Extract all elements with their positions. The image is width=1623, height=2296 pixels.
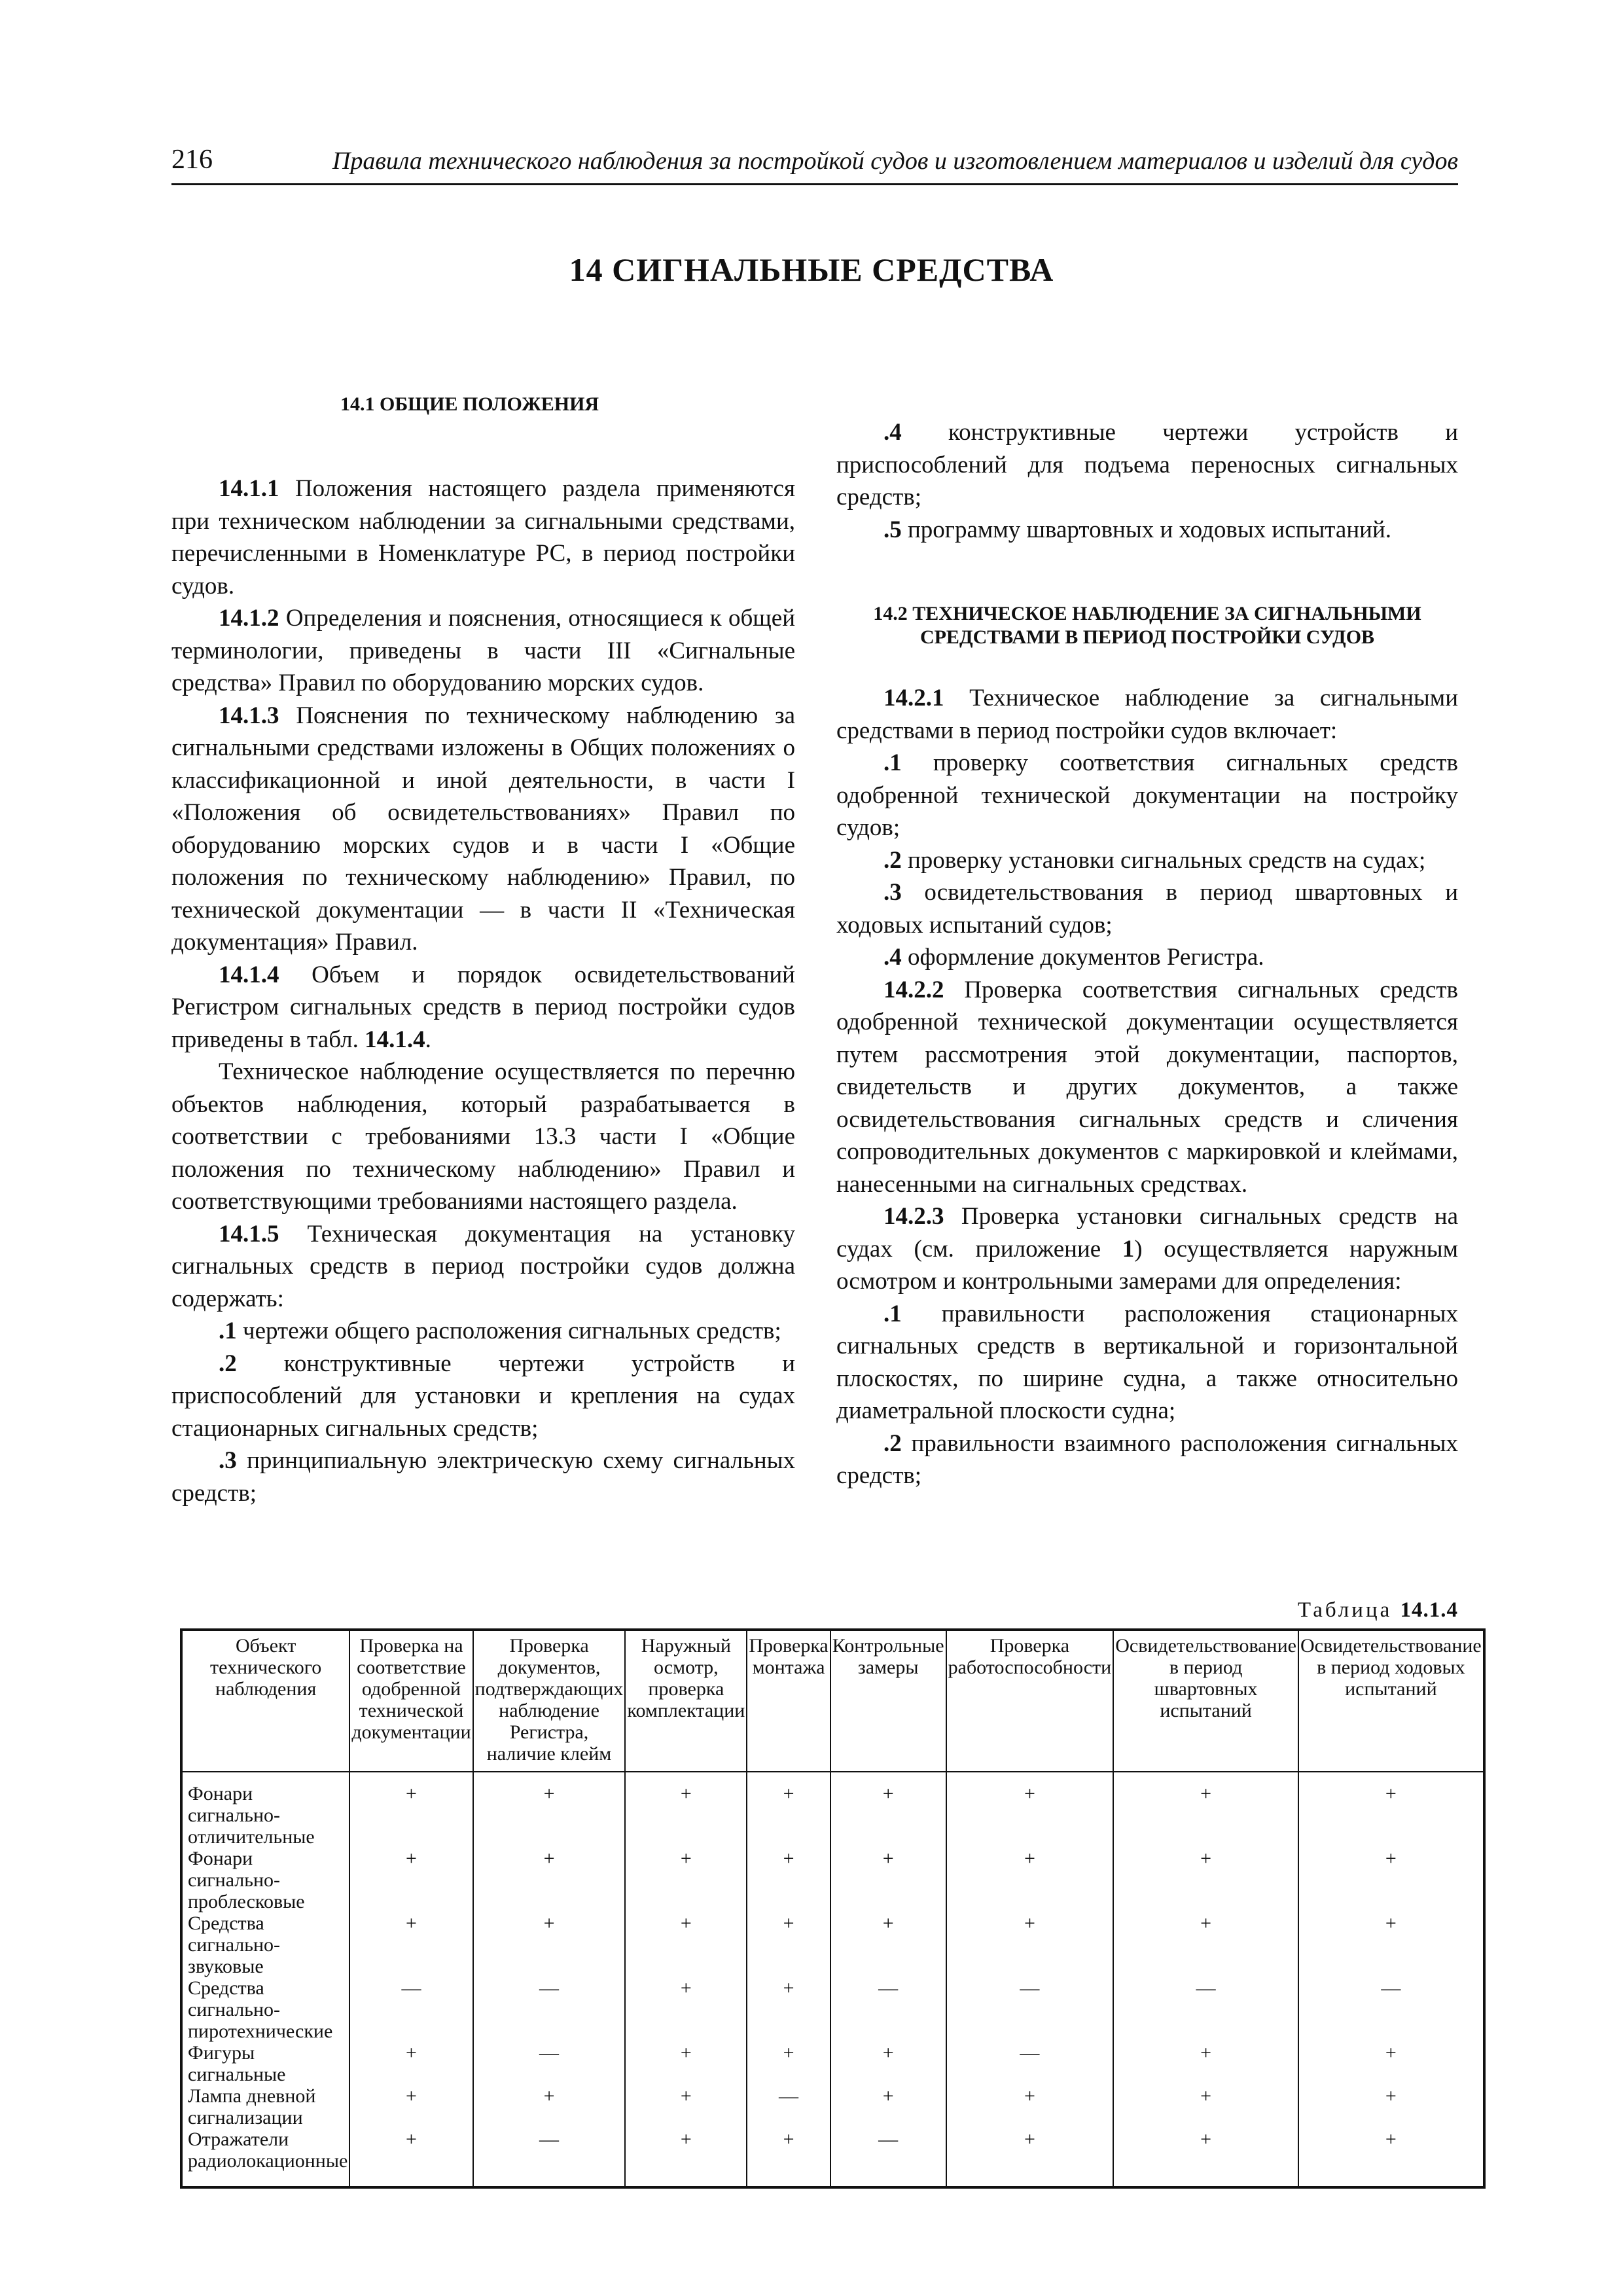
- row-label: Лампа дневной сигнализации: [181, 2085, 349, 2128]
- table-cell: +: [747, 1772, 830, 1848]
- table-cell: +: [747, 1848, 830, 1912]
- column-header: Наружный осмотр, проверка комплектации: [625, 1630, 747, 1772]
- table-cell: +: [1298, 2042, 1484, 2085]
- row-label: Фонари сигнально-отличительные: [181, 1772, 349, 1848]
- table-cell: +: [1298, 1848, 1484, 1912]
- row-label: Фонари сигнально-проблесковые: [181, 1848, 349, 1912]
- table-cell: +: [625, 1912, 747, 1977]
- list-item: .4 оформление документов Регистра.: [883, 944, 1264, 971]
- table-cell: +: [625, 2042, 747, 2085]
- table-cell: —: [473, 1977, 626, 2042]
- table-cell: +: [1298, 1912, 1484, 1977]
- table-cell: +: [625, 1772, 747, 1848]
- table-cell: —: [473, 2128, 626, 2187]
- table-cell: +: [1298, 2085, 1484, 2128]
- table-cell: +: [473, 1912, 626, 1977]
- table-cell: +: [1113, 1772, 1298, 1848]
- table-cell: —: [1298, 1977, 1484, 2042]
- row-label: Фигуры сигнальные: [181, 2042, 349, 2085]
- column-header: Проверка монтажа: [747, 1630, 830, 1772]
- table-cell: —: [830, 2128, 946, 2187]
- table-cell: +: [473, 1772, 626, 1848]
- table-cell: —: [747, 2085, 830, 2128]
- table-cell: +: [830, 1772, 946, 1848]
- row-label: Отражатели радиолокационные: [181, 2128, 349, 2187]
- table-body: [181, 1772, 1484, 2187]
- table-cell: +: [625, 1977, 747, 2042]
- column-header: Объект технического наблюдения: [181, 1630, 349, 1772]
- row-label: Средства сигнально-звуковые: [181, 1912, 349, 1977]
- table-header-row: [181, 1630, 1484, 1772]
- table-cell: —: [349, 1977, 473, 2042]
- table-cell: —: [830, 1977, 946, 2042]
- section-14-1-title: 14.1 ОБЩИЕ ПОЛОЖЕНИЯ: [340, 393, 599, 415]
- inspection-table: [180, 1628, 1486, 2189]
- column-header: Проверка документов, подтверждающих наблюдение Регистра, наличие клейм: [473, 1630, 626, 1772]
- table-row: [181, 1848, 1484, 1912]
- list-item: .2 конструктивные чертежи устройств и приспособлений для установки и крепления на судах стационарных сигнальных средств;: [171, 1350, 795, 1442]
- table-cell: +: [349, 2085, 473, 2128]
- table-row: [181, 2128, 1484, 2187]
- table-cell: +: [473, 1848, 626, 1912]
- table-cell: +: [1113, 1912, 1298, 1977]
- column-header: Контрольные замеры: [830, 1630, 946, 1772]
- chapter-title: 14 СИГНАЛЬНЫЕ СРЕДСТВА: [569, 251, 1054, 288]
- list-item: .3 принципиальную электрическую схему сигнальных средств;: [171, 1447, 795, 1507]
- table-cell: +: [349, 1848, 473, 1912]
- paragraph-technical-supervision: Техническое наблюдение осуществляется по перечню объектов наблюдения, который разрабатывается в соответствии с требованиями 13.3 части I «Общие положения по техническому наблюдению» Правил и соответствующими требованиями настоящего раздела.: [171, 1058, 795, 1215]
- table-cell: +: [830, 1912, 946, 1977]
- running-header: [171, 143, 1458, 185]
- table-cell: —: [1113, 1977, 1298, 2042]
- table-row: [181, 1772, 1484, 1848]
- column-header: Освидетельствование в период ходовых испытаний: [1298, 1630, 1484, 1772]
- column-header: Проверка на соответствие одобренной технической документации: [349, 1630, 473, 1772]
- table-row: [181, 1912, 1484, 1977]
- table-cell: +: [1113, 2128, 1298, 2187]
- table-cell: +: [1298, 1772, 1484, 1848]
- table-cell: +: [349, 2128, 473, 2187]
- row-label: Средства сигнально-пиротехнические: [181, 1977, 349, 2042]
- paragraph-14-1-3: 14.1.3 Пояснения по техническому наблюдению за сигнальными средствами изложены в Общих положениях о классификационной и иной деятельности, в части I «Положения об освидетельствованиях» Правил по оборудованию морских судов и в части I «Общие положения по техническому наблюдению» Правил, по технической документации — в части II «Техническая документация» Правил.: [171, 702, 795, 956]
- table-cell: +: [1113, 2042, 1298, 2085]
- table-row: [181, 2042, 1484, 2085]
- column-header: Освидетельствование в период швартовных испытаний: [1113, 1630, 1298, 1772]
- table-cell: +: [946, 1772, 1114, 1848]
- table-cell: +: [946, 1848, 1114, 1912]
- paragraph-14-1-4: 14.1.4 Объем и порядок освидетельствований Регистром сигнальных средств в период постройки судов приведены в табл. 14.1.4.: [171, 961, 795, 1053]
- table-row: [181, 2085, 1484, 2128]
- table-cell: +: [473, 2085, 626, 2128]
- paragraph-14-1-1: 14.1.1 Положения настоящего раздела применяются при техническом наблюдении за сигнальными средствами, перечисленными в Номенклатуре РС, в период постройки судов.: [171, 475, 795, 600]
- table-cell: —: [946, 1977, 1114, 2042]
- table-cell: +: [349, 2042, 473, 2085]
- table-cell: +: [349, 1912, 473, 1977]
- table-cell: +: [747, 2128, 830, 2187]
- table-cell: —: [946, 2042, 1114, 2085]
- left-column: [171, 393, 795, 1509]
- table-cell: +: [747, 1977, 830, 2042]
- list-item: .2 правильности взаимного расположения сигнальных средств;: [836, 1429, 1458, 1489]
- list-item: .3 освидетельствования в период швартовных и ходовых испытаний судов;: [836, 879, 1458, 939]
- table-cell: +: [946, 2085, 1114, 2128]
- column-header: Проверка работоспособности: [946, 1630, 1114, 1772]
- paragraph-14-1-5: 14.1.5 Техническая документация на установку сигнальных средств в период постройки судов должна содержать:: [171, 1220, 795, 1312]
- table-cell: +: [1298, 2128, 1484, 2187]
- page-number: 216: [171, 145, 213, 175]
- table-caption: Таблица 14.1.4: [1297, 1598, 1458, 1622]
- table-cell: +: [1113, 2085, 1298, 2128]
- right-column: [836, 416, 1458, 1492]
- table-cell: +: [747, 1912, 830, 1977]
- table-cell: +: [946, 1912, 1114, 1977]
- paragraph-14-1-2: 14.1.2 Определения и пояснения, относящиеся к общей терминологии, приведены в части III «Сигнальные средства» Правил по оборудованию морских судов.: [171, 605, 795, 696]
- running-title: Правила технического наблюдения за постройкой судов и изготовлением материалов и изделий для судов: [332, 147, 1458, 175]
- table-cell: +: [349, 1772, 473, 1848]
- list-item: .1 проверку соответствия сигнальных средств одобренной технической документации на постройку судов;: [836, 749, 1458, 841]
- table-cell: +: [830, 2042, 946, 2085]
- list-item: .1 чертежи общего расположения сигнальных средств;: [219, 1318, 781, 1344]
- table-cell: +: [625, 2085, 747, 2128]
- list-item: .4 конструктивные чертежи устройств и приспособлений для подъема переносных сигнальных средств;: [836, 419, 1458, 511]
- table-cell: +: [830, 2085, 946, 2128]
- table-cell: +: [625, 2128, 747, 2187]
- table-cell: +: [830, 1848, 946, 1912]
- table-cell: —: [473, 2042, 626, 2085]
- list-item: .1 правильности расположения стационарных сигнальных средств в вертикальной и горизонтальной плоскостях, по ширине судна, а также относительно диаметральной плоскости судна;: [836, 1300, 1458, 1424]
- paragraph-14-2-1: 14.2.1 Техническое наблюдение за сигнальными средствами в период постройки судов включает:: [836, 685, 1458, 744]
- list-item: .2 проверку установки сигнальных средств на судах;: [883, 846, 1426, 874]
- table-cell: +: [1113, 1848, 1298, 1912]
- table-cell: +: [946, 2128, 1114, 2187]
- table-row: [181, 1977, 1484, 2042]
- table-cell: +: [625, 1848, 747, 1912]
- paragraph-14-2-2: 14.2.2 Проверка соответствия сигнальных средств одобренной технической документации осуществляется путем рассмотрения этой документации, паспортов, свидетельств и других документов, а также освидетельствования сигнальных средств и сличения сопроводительных документов с маркировкой и клеймами, нанесенными на сигнальных средствах.: [836, 976, 1458, 1198]
- section-14-2-title: 14.2 ТЕХНИЧЕСКОЕ НАБЛЮДЕНИЕ ЗА СИГНАЛЬНЫМИ СРЕДСТВАМИ В ПЕРИОД ПОСТРОЙКИ СУДОВ: [873, 603, 1421, 648]
- list-item: .5 программу швартовных и ходовых испытаний.: [883, 516, 1392, 543]
- paragraph-14-2-3: 14.2.3 Проверка установки сигнальных средств на судах (см. приложение 1) осуществляется наружным осмотром и контрольными замерами для определения:: [836, 1203, 1458, 1295]
- table-cell: +: [747, 2042, 830, 2085]
